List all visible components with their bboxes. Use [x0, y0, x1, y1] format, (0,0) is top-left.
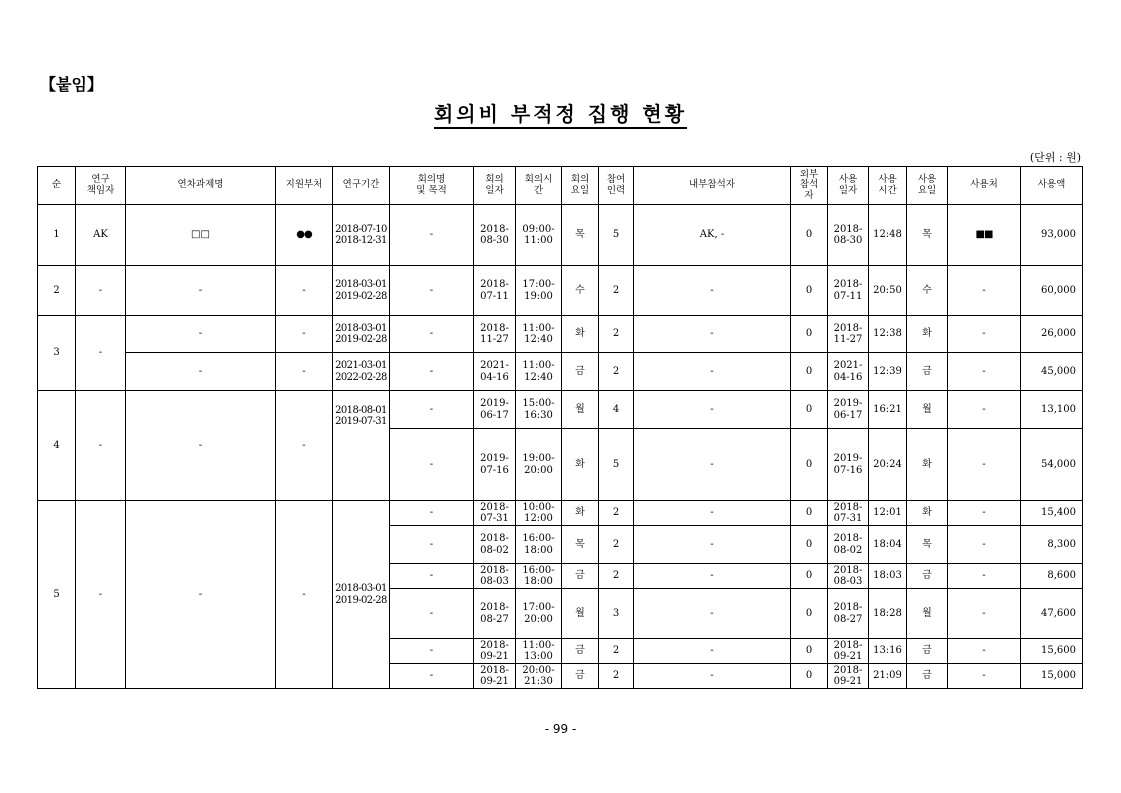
use-time-cell: 21:09 [869, 664, 907, 689]
use-date-cell: 2018- 08-03 [828, 564, 869, 589]
meeting-date-cell: 2018- 11-27 [474, 316, 516, 353]
meeting-date-cell: 2018- 09-21 [474, 664, 516, 689]
amount-cell: 26,000 [1021, 316, 1083, 353]
use-place-cell: - [948, 353, 1021, 391]
row-number-cell: 5 [38, 501, 76, 689]
header-cell: 사용처 [948, 167, 1021, 205]
header-cell: 회의명 및 목적 [390, 167, 474, 205]
use-day-cell: 금 [907, 353, 948, 391]
use-time-cell: 18:28 [869, 589, 907, 639]
meeting-time-cell: 16:00- 18:00 [516, 526, 562, 564]
external-attendees-cell: 0 [791, 391, 828, 429]
header-cell: 연구 책임자 [76, 167, 126, 205]
internal-attendees-cell: - [634, 589, 791, 639]
meeting-day-cell: 화 [562, 316, 599, 353]
use-day-cell: 목 [907, 205, 948, 266]
leader-cell: - [76, 266, 126, 316]
ministry-cell: - [276, 391, 333, 501]
participants-cell: 2 [599, 664, 634, 689]
project-name-cell: - [126, 391, 276, 501]
header-cell: 회의시 간 [516, 167, 562, 205]
document-title [0, 98, 1121, 127]
amount-cell: 8,300 [1021, 526, 1083, 564]
participants-cell: 2 [599, 639, 634, 664]
external-attendees-cell: 0 [791, 429, 828, 501]
table-row [38, 501, 1083, 526]
external-attendees-cell: 0 [791, 664, 828, 689]
meeting-name-cell: - [390, 391, 474, 429]
row-number-cell: 2 [38, 266, 76, 316]
meeting-name-cell: - [390, 429, 474, 501]
internal-attendees-cell: - [634, 639, 791, 664]
meeting-name-cell: - [390, 639, 474, 664]
participants-cell: 5 [599, 205, 634, 266]
participants-cell: 2 [599, 353, 634, 391]
use-time-cell: 18:03 [869, 564, 907, 589]
use-time-cell: 13:16 [869, 639, 907, 664]
project-name-cell: - [126, 316, 276, 353]
attachment-label: 【붙임】 [40, 75, 103, 94]
header-cell: 외부 참석 자 [791, 167, 828, 205]
use-day-cell: 금 [907, 639, 948, 664]
meeting-date-cell: 2018- 08-30 [474, 205, 516, 266]
research-period-cell: 2018-03-01 2019-02-28 [333, 501, 390, 689]
use-time-cell: 18:04 [869, 526, 907, 564]
header-cell: 사용액 [1021, 167, 1083, 205]
amount-cell: 60,000 [1021, 266, 1083, 316]
research-period-cell: 2021-03-01 2022-02-28 [333, 353, 390, 391]
project-name-cell: - [126, 266, 276, 316]
meeting-day-cell: 금 [562, 664, 599, 689]
internal-attendees-cell: - [634, 564, 791, 589]
header-cell: 회의 요일 [562, 167, 599, 205]
ministry-cell: ●● [276, 205, 333, 266]
ministry-cell: - [276, 353, 333, 391]
amount-cell: 15,400 [1021, 501, 1083, 526]
use-day-cell: 화 [907, 429, 948, 501]
ministry-cell: - [276, 501, 333, 689]
use-day-cell: 금 [907, 564, 948, 589]
use-date-cell: 2018- 09-21 [828, 664, 869, 689]
external-attendees-cell: 0 [791, 266, 828, 316]
use-place-cell: - [948, 429, 1021, 501]
meeting-time-cell: 20:00- 21:30 [516, 664, 562, 689]
participants-cell: 2 [599, 526, 634, 564]
meeting-date-cell: 2018- 08-02 [474, 526, 516, 564]
amount-cell: 8,600 [1021, 564, 1083, 589]
use-place-cell: - [948, 564, 1021, 589]
meeting-name-cell: - [390, 205, 474, 266]
meeting-time-cell: 19:00- 20:00 [516, 429, 562, 501]
research-period-cell-text: 2018-08-01 2019-07-31 [335, 405, 387, 428]
internal-attendees-cell: AK, - [634, 205, 791, 266]
use-place-cell: - [948, 391, 1021, 429]
external-attendees-cell: 0 [791, 501, 828, 526]
document-title-text: 회의비 부적정 집행 현황 [434, 102, 687, 129]
use-time-cell: 20:24 [869, 429, 907, 501]
amount-cell: 47,600 [1021, 589, 1083, 639]
amount-cell: 54,000 [1021, 429, 1083, 501]
header-cell: 사용 일자 [828, 167, 869, 205]
meeting-date-cell: 2018- 07-11 [474, 266, 516, 316]
meeting-day-cell: 화 [562, 501, 599, 526]
external-attendees-cell: 0 [791, 205, 828, 266]
use-time-cell: 16:21 [869, 391, 907, 429]
amount-cell: 45,000 [1021, 353, 1083, 391]
use-day-cell: 월 [907, 391, 948, 429]
meeting-day-cell: 금 [562, 564, 599, 589]
meeting-day-cell: 화 [562, 429, 599, 501]
use-place-cell: - [948, 639, 1021, 664]
external-attendees-cell: 0 [791, 639, 828, 664]
participants-cell: 5 [599, 429, 634, 501]
participants-cell: 3 [599, 589, 634, 639]
unit-label: (단위 : 원) [1029, 151, 1081, 164]
table-body [38, 205, 1083, 689]
meeting-date-cell: 2018- 09-21 [474, 639, 516, 664]
participants-cell: 2 [599, 564, 634, 589]
meeting-name-cell: - [390, 316, 474, 353]
use-date-cell: 2019- 06-17 [828, 391, 869, 429]
row-number-cell: 1 [38, 205, 76, 266]
use-date-cell: 2018- 07-11 [828, 266, 869, 316]
external-attendees-cell: 0 [791, 564, 828, 589]
leader-cell: - [76, 316, 126, 391]
use-day-cell: 월 [907, 589, 948, 639]
use-place-cell: - [948, 589, 1021, 639]
meeting-day-cell: 금 [562, 353, 599, 391]
header-cell: 참여 인력 [599, 167, 634, 205]
meeting-time-cell: 15:00- 16:30 [516, 391, 562, 429]
amount-cell: 93,000 [1021, 205, 1083, 266]
use-time-cell: 12:01 [869, 501, 907, 526]
meeting-name-cell: - [390, 526, 474, 564]
meeting-date-cell: 2019- 07-16 [474, 429, 516, 501]
meeting-name-cell: - [390, 353, 474, 391]
table-row [38, 353, 1083, 391]
page-number: - 99 - [544, 722, 577, 736]
internal-attendees-cell: - [634, 501, 791, 526]
use-date-cell: 2021- 04-16 [828, 353, 869, 391]
table-row [38, 391, 1083, 429]
leader-cell: - [76, 391, 126, 501]
project-name-cell: - [126, 501, 276, 689]
use-time-cell: 12:39 [869, 353, 907, 391]
meeting-day-cell: 수 [562, 266, 599, 316]
ministry-cell: - [276, 266, 333, 316]
external-attendees-cell: 0 [791, 316, 828, 353]
use-date-cell: 2018- 08-02 [828, 526, 869, 564]
table-header-row [38, 167, 1083, 205]
use-time-cell: 12:38 [869, 316, 907, 353]
internal-attendees-cell: - [634, 353, 791, 391]
meeting-time-cell: 11:00- 13:00 [516, 639, 562, 664]
table-row [38, 266, 1083, 316]
meeting-time-cell: 16:00- 18:00 [516, 564, 562, 589]
meeting-name-cell: - [390, 589, 474, 639]
meeting-date-cell: 2018- 07-31 [474, 501, 516, 526]
internal-attendees-cell: - [634, 266, 791, 316]
table-row [38, 316, 1083, 353]
project-name-cell: □□ [126, 205, 276, 266]
header-cell: 사용 시간 [869, 167, 907, 205]
header-cell: 사용 요일 [907, 167, 948, 205]
use-day-cell: 수 [907, 266, 948, 316]
amount-cell: 15,000 [1021, 664, 1083, 689]
header-cell: 회의 일자 [474, 167, 516, 205]
meeting-time-cell: 11:00- 12:40 [516, 316, 562, 353]
internal-attendees-cell: - [634, 316, 791, 353]
meeting-day-cell: 월 [562, 391, 599, 429]
table-row [38, 205, 1083, 266]
row-number-cell: 3 [38, 316, 76, 391]
meeting-time-cell: 10:00- 12:00 [516, 501, 562, 526]
use-date-cell: 2018- 07-31 [828, 501, 869, 526]
project-name-cell: - [126, 353, 276, 391]
leader-cell: - [76, 501, 126, 689]
ministry-cell: - [276, 316, 333, 353]
use-day-cell: 화 [907, 501, 948, 526]
use-place-cell: - [948, 501, 1021, 526]
research-period-cell: 2018-03-01 2019-02-28 [333, 316, 390, 353]
internal-attendees-cell: - [634, 429, 791, 501]
header-cell: 지원부처 [276, 167, 333, 205]
use-date-cell: 2018- 09-21 [828, 639, 869, 664]
meeting-time-cell: 11:00- 12:40 [516, 353, 562, 391]
external-attendees-cell: 0 [791, 589, 828, 639]
participants-cell: 2 [599, 316, 634, 353]
participants-cell: 2 [599, 501, 634, 526]
header-cell: 순 [38, 167, 76, 205]
participants-cell: 2 [599, 266, 634, 316]
internal-attendees-cell: - [634, 526, 791, 564]
use-time-cell: 12:48 [869, 205, 907, 266]
meeting-time-cell: 17:00- 19:00 [516, 266, 562, 316]
meeting-day-cell: 금 [562, 639, 599, 664]
use-date-cell: 2018- 08-30 [828, 205, 869, 266]
meeting-name-cell: - [390, 266, 474, 316]
use-day-cell: 금 [907, 664, 948, 689]
use-time-cell: 20:50 [869, 266, 907, 316]
meeting-time-cell: 17:00- 20:00 [516, 589, 562, 639]
amount-cell: 13,100 [1021, 391, 1083, 429]
meeting-date-cell: 2019- 06-17 [474, 391, 516, 429]
use-place-cell: ■■ [948, 205, 1021, 266]
use-day-cell: 화 [907, 316, 948, 353]
meeting-time-cell: 09:00- 11:00 [516, 205, 562, 266]
use-day-cell: 목 [907, 526, 948, 564]
external-attendees-cell: 0 [791, 526, 828, 564]
meeting-date-cell: 2021- 04-16 [474, 353, 516, 391]
research-period-cell [333, 391, 390, 501]
use-place-cell: - [948, 664, 1021, 689]
use-place-cell: - [948, 316, 1021, 353]
use-date-cell: 2018- 08-27 [828, 589, 869, 639]
header-cell: 연차과제명 [126, 167, 276, 205]
meeting-name-cell: - [390, 501, 474, 526]
meeting-day-cell: 월 [562, 589, 599, 639]
meeting-date-cell: 2018- 08-03 [474, 564, 516, 589]
participants-cell: 4 [599, 391, 634, 429]
header-cell: 내부참석자 [634, 167, 791, 205]
leader-cell: AK [76, 205, 126, 266]
internal-attendees-cell: - [634, 664, 791, 689]
use-date-cell: 2019- 07-16 [828, 429, 869, 501]
external-attendees-cell: 0 [791, 353, 828, 391]
use-place-cell: - [948, 526, 1021, 564]
meeting-name-cell: - [390, 564, 474, 589]
amount-cell: 15,600 [1021, 639, 1083, 664]
expense-table [37, 166, 1083, 689]
row-number-cell: 4 [38, 391, 76, 501]
research-period-cell: 2018-07-10 2018-12-31 [333, 205, 390, 266]
header-cell: 연구기간 [333, 167, 390, 205]
meeting-day-cell: 목 [562, 205, 599, 266]
internal-attendees-cell: - [634, 391, 791, 429]
use-date-cell: 2018- 11-27 [828, 316, 869, 353]
meeting-date-cell: 2018- 08-27 [474, 589, 516, 639]
research-period-cell: 2018-03-01 2019-02-28 [333, 266, 390, 316]
use-place-cell: - [948, 266, 1021, 316]
meeting-day-cell: 목 [562, 526, 599, 564]
meeting-name-cell: - [390, 664, 474, 689]
